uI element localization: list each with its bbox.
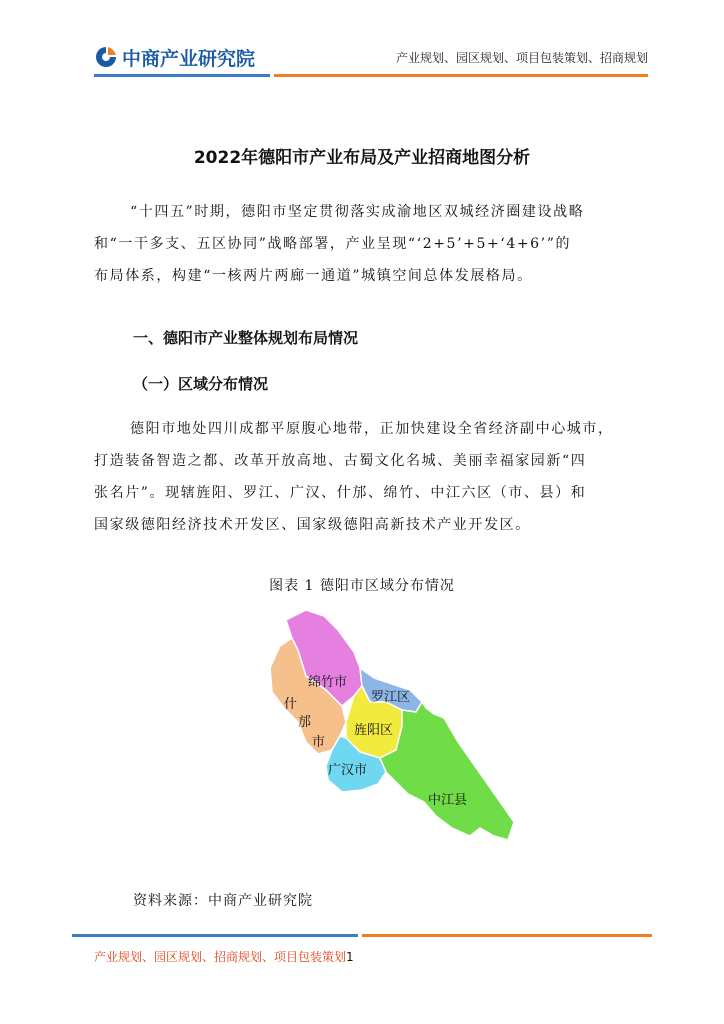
page-number: 1 <box>346 950 354 964</box>
map-label-shifang-1: 什 <box>284 697 298 712</box>
page-footer <box>94 948 354 965</box>
body-line: 国家级德阳经济技术开发区、国家级德阳高新技术产业开发区。 <box>94 517 531 533</box>
map-label-zhongjiang: 中江县 <box>428 793 468 808</box>
map-label-shifang-2: 邡 <box>298 715 312 730</box>
logo-text: 中商产业研究院 <box>122 47 256 70</box>
region-map <box>262 606 518 844</box>
footer-divider-blue <box>72 934 358 937</box>
logo <box>94 44 255 70</box>
intro-line: 布局体系，构建“一核两片两廊一通道”城镇空间总体发展格局。 <box>94 268 533 284</box>
subsection-heading: （一）区域分布情况 <box>133 375 269 393</box>
header-slogan: 产业规划、园区规划、项目包装策划、招商规划 <box>395 51 648 65</box>
footer-slogan: 产业规划、园区规划、招商规划、项目包装策划 <box>94 950 347 964</box>
map-label-luojiang: 罗江区 <box>371 690 411 705</box>
map-label-shifang-3: 市 <box>312 735 326 750</box>
figure-caption: 图表 1 德阳市区域分布情况 <box>269 578 455 594</box>
body-line: 张名片”。现辖旌阳、罗江、广汉、什邡、绵竹、中江六区（市、县）和 <box>94 485 587 501</box>
source-note: 资料来源：中商产业研究院 <box>133 893 313 909</box>
intro-line: “十四五”时期，德阳市坚定贯彻落实成渝地区双城经济圈建设战略 <box>130 204 585 220</box>
page-header <box>0 0 724 90</box>
section-heading: 一、德阳市产业整体规划布局情况 <box>133 329 359 347</box>
document-title: 2022年德阳市产业布局及产业招商地图分析 <box>193 148 531 168</box>
body-line: 德阳市地处四川成都平原腹心地带，正加快建设全省经济副中心城市， <box>130 421 614 437</box>
map-label-mianzhu: 绵竹市 <box>308 675 348 690</box>
body-line: 打造装备智造之都、改革开放高地、古蜀文化名城、美丽幸福家园新“四 <box>94 453 587 469</box>
intro-paragraph <box>94 196 646 292</box>
logo-mark-icon <box>94 45 118 69</box>
map-label-jingyang: 旌阳区 <box>354 723 394 738</box>
header-divider-orange <box>274 74 648 77</box>
body-paragraph <box>94 413 646 541</box>
header-divider-blue <box>94 74 270 77</box>
intro-line: 和“一干多支、五区协同”战略部署，产业呈现“‘2+5’+5+‘4+6’”的 <box>94 236 572 252</box>
map-label-guanghan: 广汉市 <box>328 763 368 778</box>
footer-divider-orange <box>362 934 652 937</box>
